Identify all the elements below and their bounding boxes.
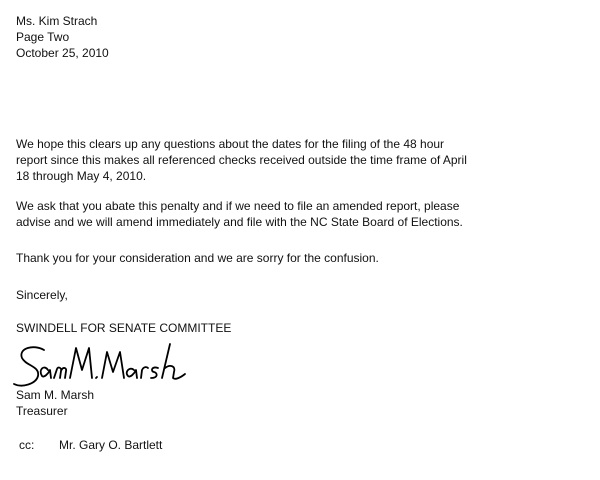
body-paragraph-2 bbox=[16, 198, 576, 230]
paragraph-1-line-2: report since this makes all referenced checks received outside the time frame of April bbox=[16, 153, 467, 167]
paragraph-2-line-1: We ask that you abate this penalty and if we need to file an amended report, please bbox=[16, 199, 460, 213]
committee-name: SWINDELL FOR SENATE COMMITTEE bbox=[16, 321, 232, 335]
signer-name: Sam M. Marsh bbox=[16, 388, 95, 402]
letter-date: October 25, 2010 bbox=[16, 46, 109, 60]
body-paragraph-1 bbox=[16, 136, 576, 184]
recipient-name: Ms. Kim Strach bbox=[16, 14, 98, 28]
signer-title: Treasurer bbox=[16, 404, 68, 418]
closing-salutation: Sincerely, bbox=[16, 288, 68, 302]
body-paragraph-3: Thank you for your consideration and we are sorry for the confusion. bbox=[16, 251, 379, 265]
cc-label: cc: bbox=[19, 438, 35, 452]
paragraph-2-line-2: advise and we will amend immediately and file with the NC State Board of Elections. bbox=[16, 215, 463, 229]
paragraph-1-line-1: We hope this clears up any questions about the dates for the filing of the 48 hour bbox=[16, 137, 445, 151]
page-number: Page Two bbox=[16, 30, 70, 44]
paragraph-1-line-3: 18 through May 4, 2010. bbox=[16, 169, 147, 183]
cc-recipient: Mr. Gary O. Bartlett bbox=[59, 438, 163, 452]
